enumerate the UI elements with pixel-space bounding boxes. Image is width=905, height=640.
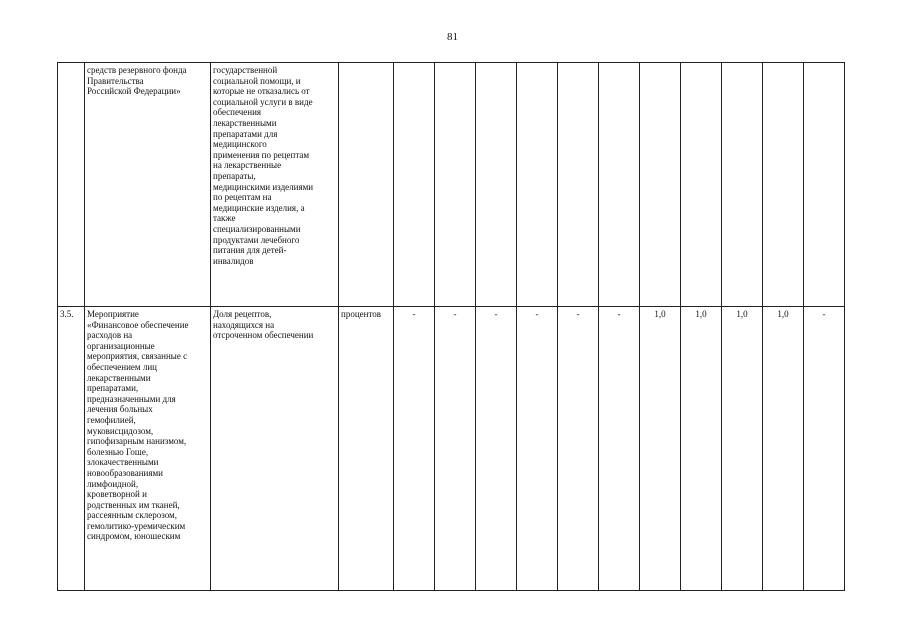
unit-cell <box>339 63 394 307</box>
value-cell: - <box>435 307 476 591</box>
event-name-cell: Мероприятие «Финансовое обеспечение расходов на организационные мероприятия, связанные с обеспечением лиц лекарственными препаратами, предназначенными для лечения больных гемофилией, муковисцидозом, гипофизарным нанизмом, болезнью Гоше, злокачественными новообразованиями лимфоидной, кроветворной и родственных им тканей, рассеянным склерозом, гемолитико-уремическим синдромом, юношеским <box>85 307 211 591</box>
value-cell <box>722 63 763 307</box>
value-cell: 1,0 <box>681 307 722 591</box>
value-cell <box>476 63 517 307</box>
value-cell: 1,0 <box>640 307 681 591</box>
value-cell <box>435 63 476 307</box>
value-cell <box>517 63 558 307</box>
program-indicators-table <box>57 62 845 591</box>
page-number: 81 <box>447 31 458 43</box>
indicator-name-cell: государственной социальной помощи, и которые не отказались от социальной услуги в виде обеспечения лекарственными препаратами для медицинского применения по рецептам на лекарственные препараты, медицинскими изделиями по рецептам на медицинские изделия, а также специализированными продуктами лечебного питания для детей- инвалидов <box>211 63 339 307</box>
row-number-cell <box>58 63 85 307</box>
value-cell <box>763 63 804 307</box>
table-row <box>58 307 845 591</box>
indicator-name-cell: Доля рецептов, находящихся на отсроченном обеспечении <box>211 307 339 591</box>
value-cell: - <box>804 307 845 591</box>
event-name-cell: средств резервного фонда Правительства Российской Федерации» <box>85 63 211 307</box>
unit-cell: процентов <box>339 307 394 591</box>
row-number-cell: 3.5. <box>58 307 85 591</box>
value-cell <box>640 63 681 307</box>
value-cell: - <box>394 307 435 591</box>
value-cell <box>804 63 845 307</box>
value-cell: 1,0 <box>722 307 763 591</box>
table-row <box>58 63 845 307</box>
value-cell <box>681 63 722 307</box>
value-cell: - <box>558 307 599 591</box>
value-cell <box>599 63 640 307</box>
value-cell <box>394 63 435 307</box>
value-cell: - <box>517 307 558 591</box>
value-cell <box>558 63 599 307</box>
value-cell: 1,0 <box>763 307 804 591</box>
value-cell: - <box>599 307 640 591</box>
value-cell: - <box>476 307 517 591</box>
